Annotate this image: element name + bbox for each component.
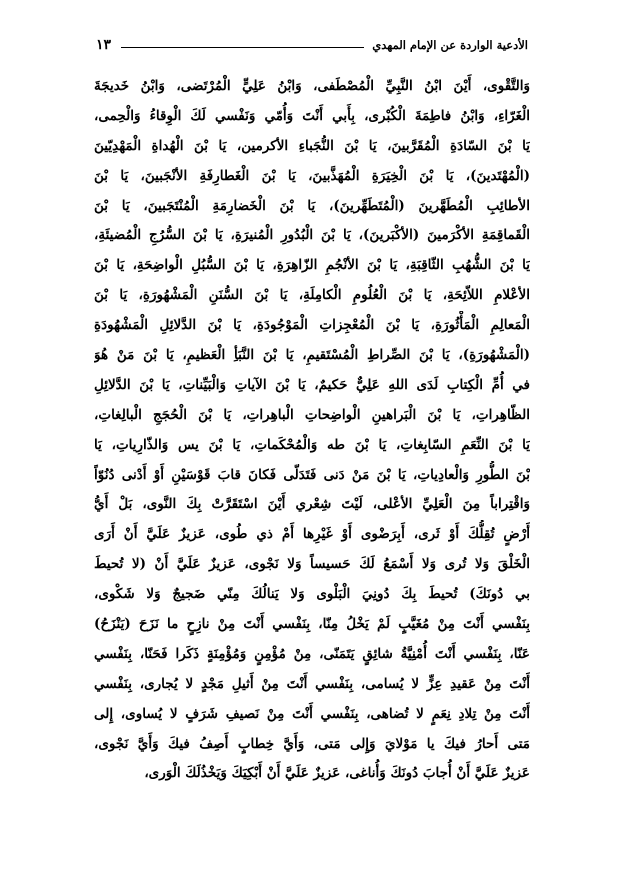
text-line: الْغَرّاءِ، وَابْنُ فاطِمَةَ الْكُبْرى، بِأَبي أَنْتَ وَأُمّي وَنَفْسي لَكَ الْوِقاءُ وَالْحِمى، (94, 107, 530, 124)
text-line: أَنْتَ مِنْ تِلادِ نِعَمٍ لا تُضاهى، بِنَفْسي أَنْتَ مِنْ نَصيفِ شَرَفٍ لا يُساوى، إِلى (94, 705, 530, 722)
page-header (96, 34, 528, 56)
text-line: الْمَعالِمِ الْمَأْثُورَةِ، يَا بْنَ الْمُعْجِزاتِ الْمَوْجُودَةِ، يَا بْنَ الدَّلائِلِ الْمَشْهُودَةِ (94, 317, 530, 334)
text-line: الْخَلْقَ وَلا تُرى وَلا أَسْمَعُ لَكَ حَسيساً وَلا نَجْوى، عَزيزٌ عَلَيَّ أَنْ (لا تُحيطَ (94, 556, 530, 573)
text-line: يَا بْنَ الشُّهُبِ الثّاقِبَةِ، يَا بْنَ الأنْجُمِ الزّاهِرَةِ، يَا بْنَ السُّبُلِ الْواضِحَةِ، يَا بْنَ (94, 257, 530, 274)
text-line: مَتى أَحارُ فيكَ يا مَوْلايَ وَإِلى مَتى، وَأَيَّ خِطابٍ أَصِفُ فيكَ وَأَيَّ نَجْوى، (94, 735, 530, 752)
text-line: الْقَماقِمَةِ الأكْرَمينَ (الأكْبَرينَ)، يَا بْنَ الْبُدُورِ الْمُنيرَةِ، يَا بْنَ السُّرُجِ الْمُضيئَةِ، (94, 227, 530, 244)
text-line: في أُمِّ الْكِتابِ لَدَى اللهِ عَلِيٌّ حَكيمٌ، يَا بْنَ الآياتِ وَالْبَيِّناتِ، يَا بْنَ الدَّلائِلِ (94, 376, 530, 393)
text-line: بِنَفْسي أَنْتَ مِنْ مُغَيَّبٍ لَمْ يَخْلُ مِنّا، بِنَفْسي أَنْتَ مِنْ نازِحٍ ما نَزَحَ (يَنْزَحُ) (94, 616, 530, 633)
prayer-text (94, 72, 530, 789)
text-line: يَا بْنَ النِّعَمِ السّابِغاتِ، يَا بْنَ طه وَالْمُحْكَماتِ، يَا بْنَ يس وَالذّارِياتِ، يَا (94, 436, 530, 453)
header-rule (121, 47, 364, 48)
text-line: أَنْتَ مِنْ عَقيدِ عِزٍّ لا يُسامى، بِنَفْسي أَنْتَ مِنْ أَثيلِ مَجْدٍ لا يُجارى، بِنَفْسي (94, 675, 530, 692)
text-line: بْنَ الطُّورِ وَالْعادِياتِ، يَا بْنَ مَنْ دَنى فَتَدَلّى فَكانَ قابَ قَوْسَيْنِ أَوْ أَدْنى دُنُوّاً (94, 466, 530, 483)
text-line: عَزيزٌ عَلَيَّ أَنْ أُجابَ دُونَكَ وَأُناغى، عَزيزٌ عَلَيَّ أَنْ أَبْكِيَكَ وَيَخْذُلَكَ الْوَرى، (144, 765, 530, 782)
text-line: يَا بْنَ السّادَةِ الْمُقَرَّبينَ، يَا بْنَ النُّجَباءِ الأكرمين، يَا بْنَ الْهُداةِ الْمَهْدِيّينَ (94, 137, 530, 154)
text-line: بي دُونَكَ) تُحيطَ بِكَ دُونِيَ الْبَلْوى وَلا يَنالُكَ مِنّي ضَجيجٌ وَلا شَكْوى، (94, 586, 530, 603)
text-line: أَرْضٍ تُقِلُّكَ أَوْ ثَرى، أَبِرَضْوى أَوْ غَيْرِها أَمْ ذي طُوى، عَزيزٌ عَلَيَّ أَنْ أَرَى (94, 526, 530, 543)
text-line: الظّاهِراتِ، يَا بْنَ الْبَراهينِ الْواضِحاتِ الْباهِراتِ، يَا بْنَ الْحُجَجِ الْبالِغاتِ، (94, 406, 530, 423)
page-number: ١٣ (96, 37, 112, 53)
text-line: (الْمُهْتَدينَ)، يَا بْنَ الْخِيَرَةِ الْمُهَذَّبينَ، يَا بْنَ الْغَطارِفَةِ الأنْجَبينَ، يَا بْنَ (94, 167, 530, 184)
text-line: الأطائِبِ الْمُطَهَّرينَ (الْمُتَطَهِّرينَ)، يَا بْنَ الْخَضارِمَةِ الْمُنْتَجَبينَ، يَا بْنَ (94, 197, 530, 214)
text-line: عَنّا، بِنَفْسي أَنْتَ أُمْنِيَّةُ شائِقٍ يَتَمَنّى، مِنْ مُؤْمِنٍ وَمُؤْمِنَةٍ ذَكَرا فَحَنّا، بِنَفْسي (94, 645, 530, 662)
running-title: الأدعية الواردة عن الإمام المهدي (372, 38, 528, 52)
text-line: وَالتَّقْوى، أَيْنَ ابْنُ النَّبِيِّ الْمُصْطَفى، وَابْنُ عَلِيٍّ الْمُرْتَضى، وَابْنُ خَديجَةَ (94, 78, 530, 94)
text-line: وَاقْتِراباً مِنَ الْعَلِيِّ الأعْلى، لَيْتَ شِعْري أَيْنَ اسْتَقَرَّتْ بِكَ النَّوى، بَلْ أَيُّ (94, 496, 530, 513)
text-line: الأعْلامِ اللاّئِحَةِ، يَا بْنَ الْعُلُومِ الْكامِلَةِ، يَا بْنَ السُّنَنِ الْمَشْهُورَةِ، يَا بْنَ (94, 287, 530, 304)
text-line: (الْمَشْهُورَةِ)، يَا بْنَ الصِّراطِ الْمُسْتَقيمِ، يَا بْنَ النَّبَأِ الْعَظيمِ، يَا بْنَ مَنْ هُوَ (94, 347, 530, 364)
